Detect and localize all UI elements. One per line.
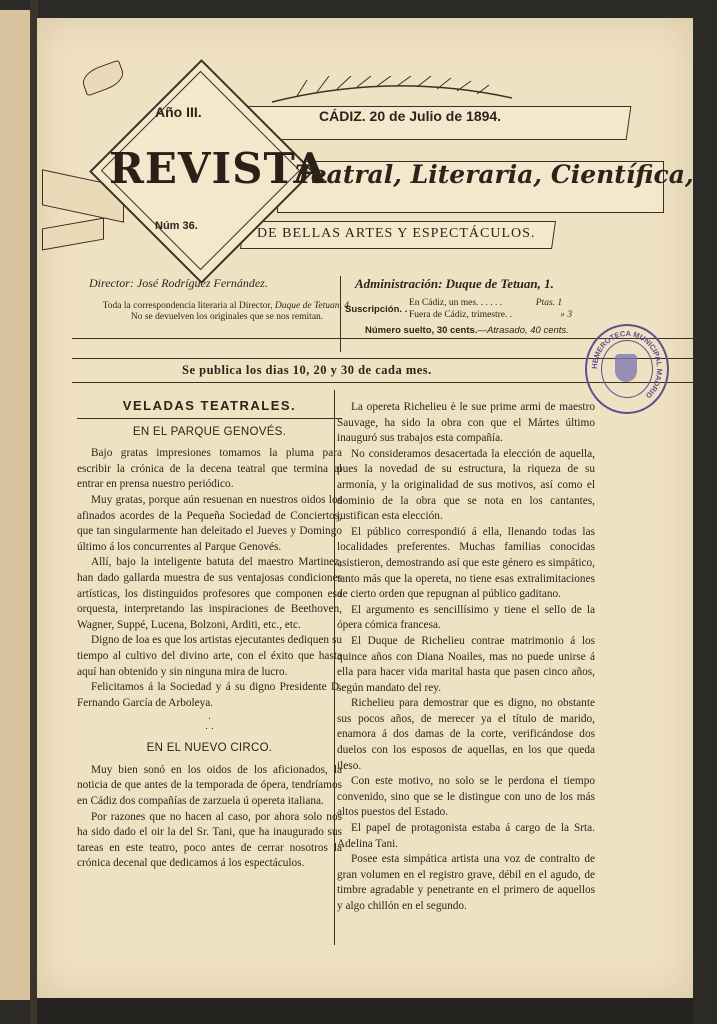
section-heading-circo: EN EL NUEVO CIRCO. [146,742,273,755]
paragraph: El público correspondió á ella, llenando todas las localidades preferentes. Muchas familias conocidas asistieron, demostrando así que este género es simpático, tanto más que la opereta, no tiene esas extralimitaciones de cierto orden que repugnan al público gaditano. [337,525,595,601]
subscription-prices [409,297,572,321]
issue-date: CÁDIZ. 20 de Julio de 1894. [319,108,502,124]
paragraph: Posee esta simpática artista una voz de contralto de gran volumen en el registro grave, débil en el agudo, de timbre agradable y penetrante en el primero de aquellos y algo chillón en el segundo. [337,853,595,912]
page-subtitle: Teatral, Literaria, Científica, [295,160,694,189]
section-parque-body [77,446,342,711]
heading-rule [77,418,342,419]
year-label: Año III. [155,104,202,120]
subscription-label: Suscripción. . [345,304,408,315]
paragraph: Por razones que no hacen al caso, por ahora solo nos ha sido dado el oir la del Sr. Tani, que ha inaugurado sus tareas en este teatro, poco antes de cerrar nosotros la crónica decenal que dedicamos á los espectáculos. [77,810,342,870]
paragraph: La opereta Richelieu è le sue prime armi de maestro Sauvage, ha sido la obra con que el Mártes último inauguró sus trabajos esta compañía. [337,401,595,445]
correspondence-address: Duque de Tetuan, 4. [274,301,352,311]
paragraph: Allí, bajo la inteligente batuta del maestro Martinez, han dado gallarda muestra de sus ventajosas condiciones artísticas, los distinguidos profesores que componen esa orquesta, interpretando las inspiraciones de Beethoven, Wagner, Suppé, Lucena, Bolzoni, Arditi, etc., etc. [77,556,342,631]
publication-schedule: Se publica los dias 10, 20 y 30 de cada mes. [182,363,432,377]
paragraph: Muy gratas, porque aún resuenan en nuestros oidos los afinados acordes de la Pequeña Sociedad de Conciertos, que tan singularmente han deleitado el Jueves y Domingo último á los concurrentes al Parque Genovés. [77,493,342,553]
section-heading-parque: EN EL PARQUE GENOVÉS. [132,425,287,438]
paragraph: No consideramos desacertada la elección de aquella, pues la novedad de su estructura, la riqueza de su armonía, y la originalidad de sus motivos, así como el dominio de la obra que se nota en los cantantes, justifican esta elección. [337,447,595,523]
right-column [337,400,595,915]
scroll-ornament [79,60,127,97]
paragraph: El papel de protagonista estaba á cargo de la Srta. Adelina Tani. [337,822,595,850]
admin-line: Administración: Duque de Tetuan, 1. [355,276,554,291]
sub-line-outside: Fuera de Cádiz, trimestre. . [409,310,513,320]
paragraph: Con este motivo, no solo se le perdona el tiempo convenido, sino que se le distingue con uno de los más altos puestos del Estado. [337,775,595,819]
ribbon-ornament [42,218,104,251]
back-issue-text: —Atrasado, 40 cents. [477,325,569,336]
sub-price-outside: » 3 [560,310,573,320]
sub-price-local: Ptas. 1 [535,298,563,308]
single-issue-price [365,325,569,336]
adjacent-page-edge [0,10,33,1000]
library-stamp [585,324,669,414]
sub-line-local: En Cádiz, un mes. . . . . . [409,298,503,308]
paragraph: Richelieu para demostrar que es digno, no obstante sus pocos años, de merecer ya el título de marido, enamora á dos damas de la corte, verificándose dos duelos con los esposos de aquellas, en los que queda ileso. [337,697,595,772]
director-line: Director: José Rodríguez Fernández. [89,276,268,290]
newspaper-page [37,18,693,998]
paragraph: Muy bien sonó en los oidos de los aficionados, la noticia de que antes de la temporada de ópera, tendríamos en Cádiz dos compañías de zarzuela ú opereta italiana. [77,763,342,808]
right-column-body [337,400,595,915]
page-shadow [37,998,693,1024]
left-column [77,398,342,872]
correspondence-note [87,301,367,323]
paragraph: Digno de loa es que los artistas ejecutantes dediquen su tiempo al cultivo del divino arte, con el éxito que hasta aquí han obtenido y sin ninguna mira de lucro. [77,634,342,678]
section-separator: · · · [204,714,215,736]
page-title: REVISTA [109,144,328,193]
paragraph: El Duque de Richelieu contrae matrimonio á los quince años con Diana Noailes, mas no puede unirse á ella para hacer vida marital hasta que pasen cinco años, según mandato del rey. [337,634,595,694]
paragraph: Felicitamos á la Sociedad y á su digno Presidente D. Fernando García de Arboleya. [77,681,342,709]
stamp-text: HEMEROTECA MUNICIPAL MADRID [589,328,665,401]
single-issue-text: Número suelto, 30 cents. [365,325,478,336]
paragraph: El argumento es sencillísimo y tiene el sello de la ópera cómica francesa. [337,603,595,632]
palm-leaf-ornament [267,76,517,106]
page-subtitle-2: DE BELLAS ARTES Y ESPECTÁCULOS. [257,226,536,241]
article-heading: VELADAS TEATRALES. [122,398,297,413]
crest-icon [615,354,637,382]
section-circo-body [77,763,342,872]
originals-note: No se devuelven los originales que se nos remitan. [130,312,324,322]
correspondence-text: Toda la correspondencia literaria al Director, [102,301,275,311]
issue-number: Núm 36. [155,220,198,232]
paragraph: Bajo gratas impresiones tomamos la pluma para escribir la crónica de la decena teatral que termina al entrar en prensa nuestro periódico. [77,447,342,491]
